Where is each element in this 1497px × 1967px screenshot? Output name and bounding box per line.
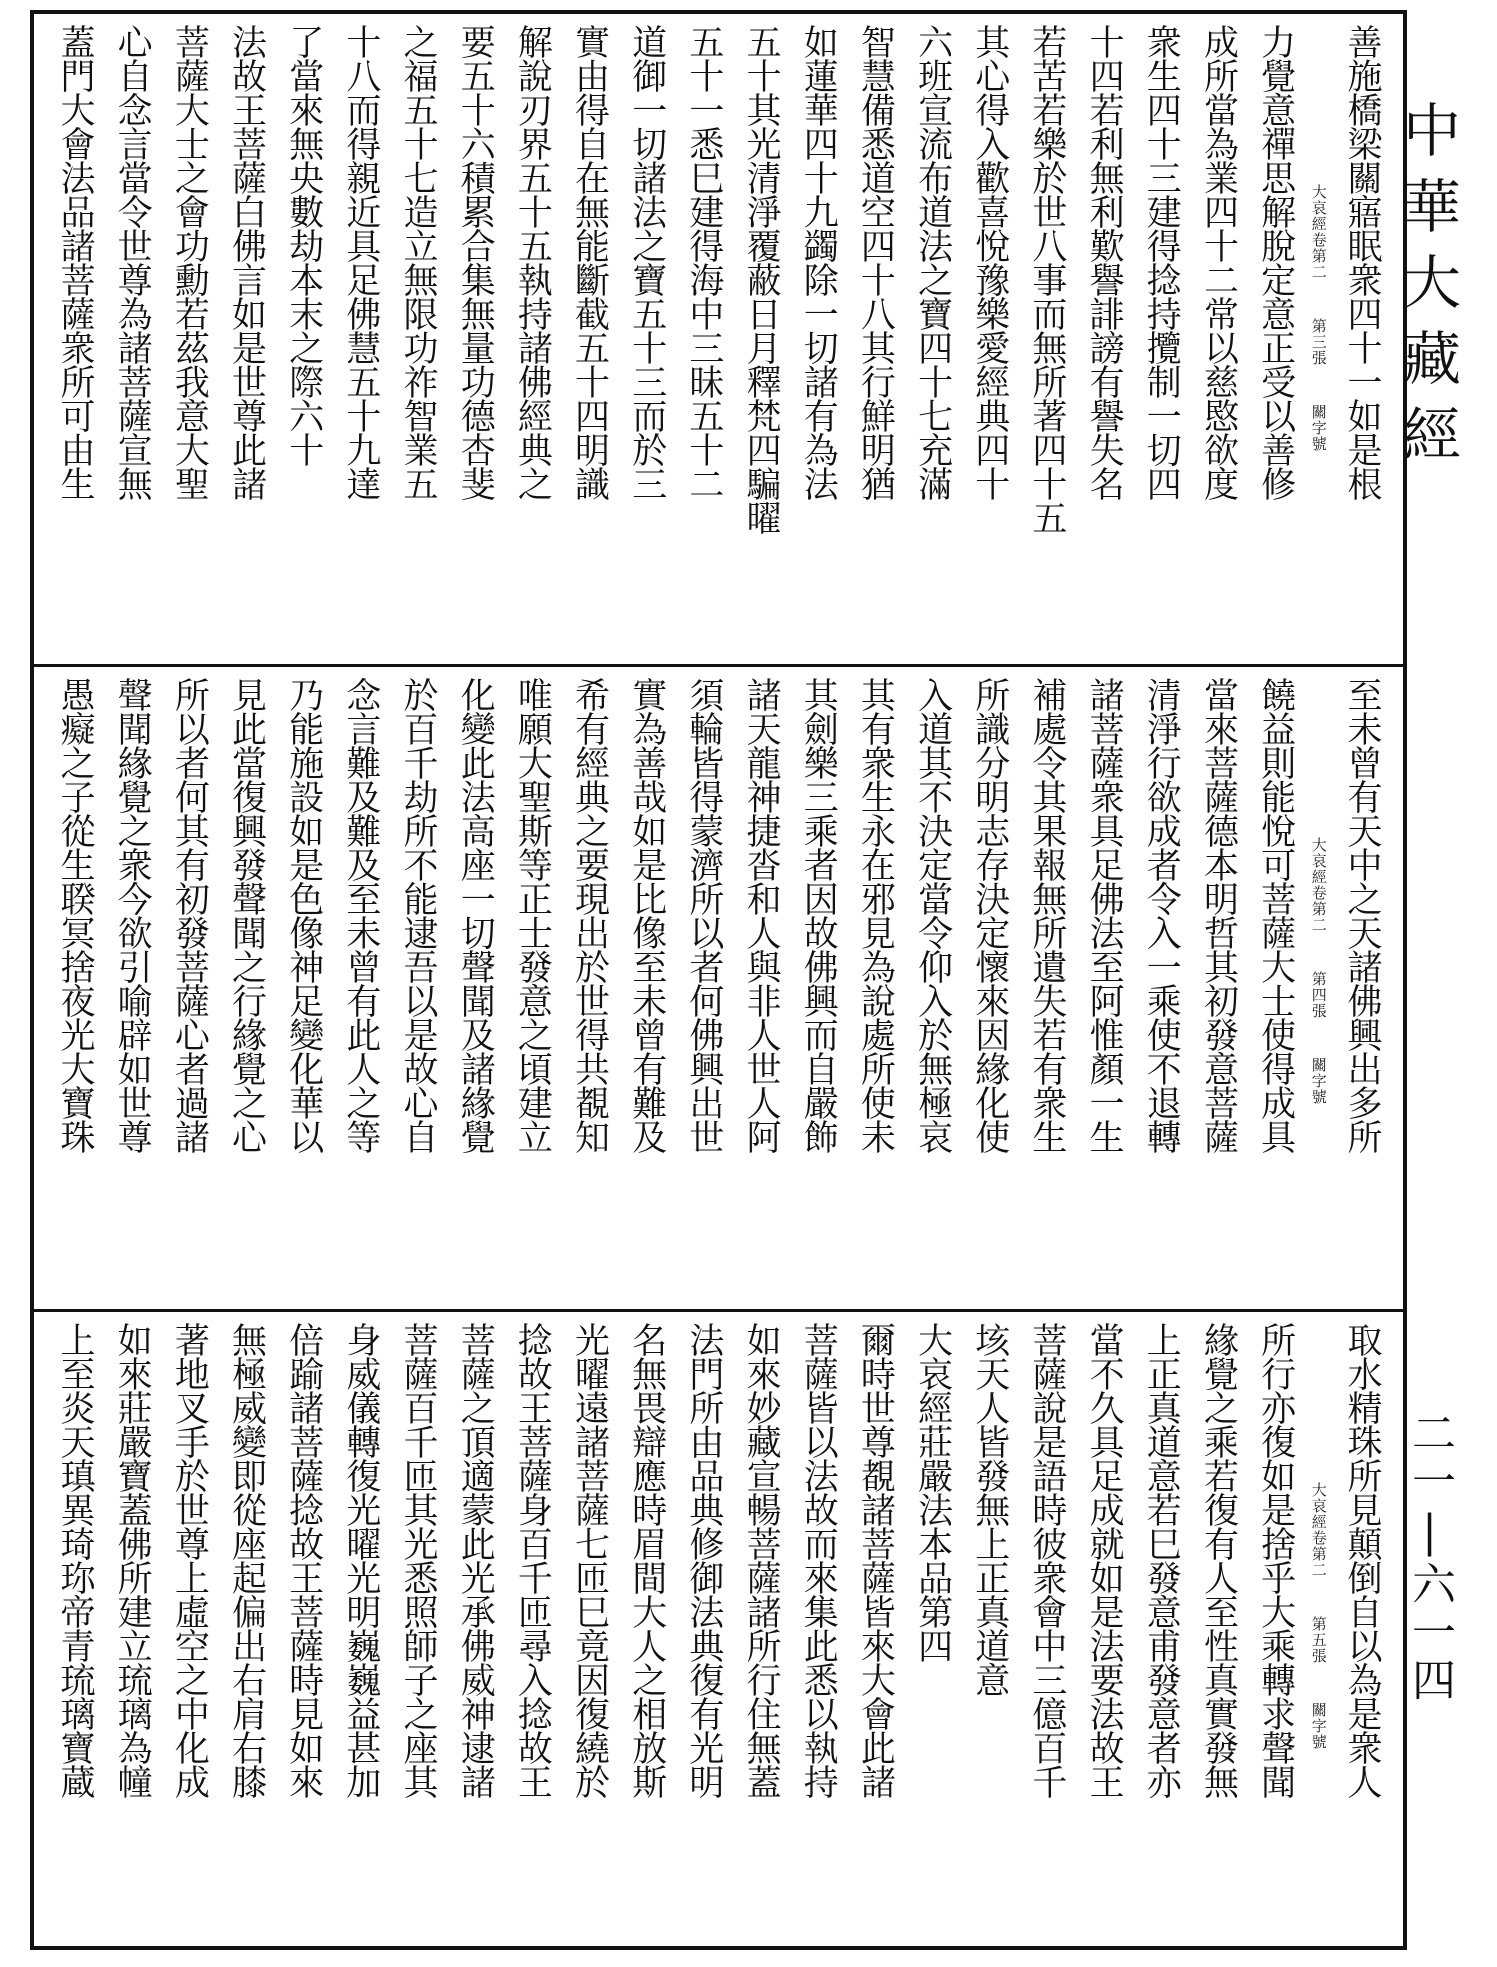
header-mark: 關字號 [1309,1702,1328,1750]
text-column: 當來菩薩德本明哲其初發意菩薩 [1198,677,1239,1153]
text-column: 見此當復興發聲聞之行緣覺之心 [226,677,267,1153]
page-number: 二一|六一四 [1404,1410,1455,1705]
text-column: 其劍樂三乘者因故佛興而自嚴飾 [798,677,839,1153]
text-column: 如來莊嚴寶蓋佛所建立琉璃為幢 [112,1322,153,1798]
text-column: 捻故王菩薩身百千匝尋入捻故王 [512,1322,553,1798]
text-column: 如來妙藏宣暢菩薩諸所行住無蓋 [741,1322,782,1798]
text-column: 法門所由品典修御法典復有光明 [683,1322,724,1798]
collection-title: 中華大藏經 [1393,100,1461,480]
text-column: 實由得自在無能斷截五十四明識 [569,24,610,500]
text-column: 心自念言當令世尊為諸菩薩宣無 [112,24,153,500]
text-column: 補處令其果報無所遺失若有衆生 [1026,677,1067,1153]
text-column: 五十其光清淨覆蔽日月釋梵四騙曜 [741,24,782,534]
text-column: 饒益則能悅可菩薩大士使得成具 [1255,677,1296,1153]
text-column: 聲聞緣覺之衆今欲引喻辟如世尊 [112,677,153,1153]
text-column: 清淨行欲成者令入一乘使不退轉 [1141,677,1182,1153]
text-column: 念言難及難及至未曾有此人之等 [340,677,381,1153]
text-column: 力覺意禪思解脫定意正受以善修 [1255,24,1296,500]
text-column: 善施橋梁關寤眠衆四十一如是根 [1341,24,1382,500]
text-column: 諸菩薩衆具足佛法至阿惟顏一生 [1084,677,1125,1153]
text-column: 大哀經莊嚴法本品第四 [912,1322,953,1662]
text-panel [34,1309,1403,1946]
text-column: 所以者何其有初發菩薩心者過諸 [169,677,210,1153]
text-column: 十四若利無利歎譽誹謗有譽失名 [1084,24,1125,500]
text-column: 如蓮華四十九蠲除一切諸有為法 [798,24,839,500]
text-column: 五十一悉巳建得海中三昧五十二 [683,24,724,500]
text-column: 上至炎天瑱異琦珎帝青琉璃寶蔵 [55,1322,95,1798]
text-column: 實為善哉如是比像至未曾有難及 [626,677,667,1153]
text-column: 要五十六積累合集無量功德杏斐 [455,24,496,500]
text-column: 光曜遠諸菩薩七匝巳竟因復繞於 [569,1322,610,1798]
text-column: 菩薩百千匝其光悉照師子之座其 [398,1322,439,1798]
text-column: 所識分明志存決定懷來因緣化使 [969,677,1010,1153]
header-sutra: 大哀經卷第二 [1309,837,1328,933]
header-sheet: 第五張 [1309,1616,1328,1664]
text-column: 其有衆生永在邪見為說處所使未 [855,677,896,1153]
text-column: 希有經典之要現出於世得共覩知 [569,677,610,1153]
text-column: 蓋門大會法品諸菩薩衆所可由生 [55,24,95,500]
text-column: 其心得入歡喜悅豫樂愛經典四十 [969,24,1010,500]
text-column: 法故王菩薩白佛言如是世尊此諸 [226,24,267,500]
text-column: 若苦若樂於世八事而無所著四十五 [1026,24,1067,534]
text-column: 垓天人皆發無上正真道意 [969,1322,1010,1696]
text-column: 名無畏辯應時眉間大人之相放斯 [626,1322,667,1798]
text-column: 於百千劫所不能逮吾以是故心自 [398,677,439,1153]
text-column: 解說刃界五十五執持諸佛經典之 [512,24,553,500]
text-column: 衆生四十三建得捻持攬制一切四 [1141,24,1182,500]
text-column: 愚癡之子從生聧冥捨夜光大寶珠 [55,677,95,1153]
scripture-page-frame [30,10,1407,1950]
text-column: 諸天龍神捷沓和人與非人世人阿 [741,677,782,1153]
text-column: 菩薩說是語時彼衆會中三億百千 [1026,1322,1067,1798]
text-column: 道御一切諸法之寶五十三而於三 [626,24,667,500]
sheet-header [1310,24,1328,656]
text-column: 乃能施設如是色像神足變化華以 [283,677,324,1153]
text-column: 身威儀轉復光曜光明巍巍益甚加 [340,1322,381,1798]
header-sheet: 第四張 [1309,971,1328,1019]
text-column: 入道其不決定當令仰入於無極哀 [912,677,953,1153]
text-column: 上正真道意若巳發意甫發意者亦 [1141,1322,1182,1798]
text-column: 無極威變即從座起偏出右肩右膝 [226,1322,267,1798]
text-column: 須輪皆得蒙濟所以者何佛興出世 [683,677,724,1153]
text-column: 十八而得親近具足佛慧五十九達 [340,24,381,500]
text-column: 菩薩之頂適蒙此光承佛威神逮諸 [455,1322,496,1798]
text-panel [34,14,1403,664]
text-column: 當不久具足成就如是法要法故王 [1084,1322,1125,1798]
sheet-header [1310,677,1328,1301]
text-column: 化變此法高座一切聲聞及諸緣覺 [455,677,496,1153]
text-column: 智慧備悉道空四十八其行鮮明猶 [855,24,896,500]
text-column: 緣覺之乘若復有人至性真實發無 [1198,1322,1239,1798]
header-sheet: 第三張 [1309,318,1328,366]
text-panel [34,664,1403,1309]
text-column: 菩薩大士之會功勳若茲我意大聖 [169,24,210,500]
sheet-header [1310,1322,1328,1938]
text-column: 著地叉手於世尊上虛空之中化成 [169,1322,210,1798]
text-column: 取水精珠所見顛倒自以為是衆人 [1341,1322,1382,1798]
text-column: 唯願大聖斯等正士發意之頃建立 [512,677,553,1153]
text-column: 之福五十七造立無限功祚智業五 [398,24,439,500]
header-mark: 關字號 [1309,404,1328,452]
text-column: 至未曾有天中之天諸佛興出多所 [1341,677,1382,1153]
header-mark: 關字號 [1309,1057,1328,1105]
text-column: 倍踰諸菩薩捻故王菩薩時見如來 [283,1322,324,1798]
text-column: 爾時世尊覩諸菩薩皆來大會此諸 [855,1322,896,1798]
text-column: 成所當為業四十二常以慈愍欲度 [1198,24,1239,500]
text-column: 六班宣流布道法之寶四十七充滿 [912,24,953,500]
text-column: 所行亦復如是捨乎大乘轉求聲聞 [1255,1322,1296,1798]
text-column: 菩薩皆以法故而來集此悉以執持 [798,1322,839,1798]
text-column: 了當來無央數劫本末之際六十 [283,24,324,466]
header-sutra: 大哀經卷第二 [1309,1482,1328,1578]
header-sutra: 大哀經卷第二 [1309,184,1328,280]
